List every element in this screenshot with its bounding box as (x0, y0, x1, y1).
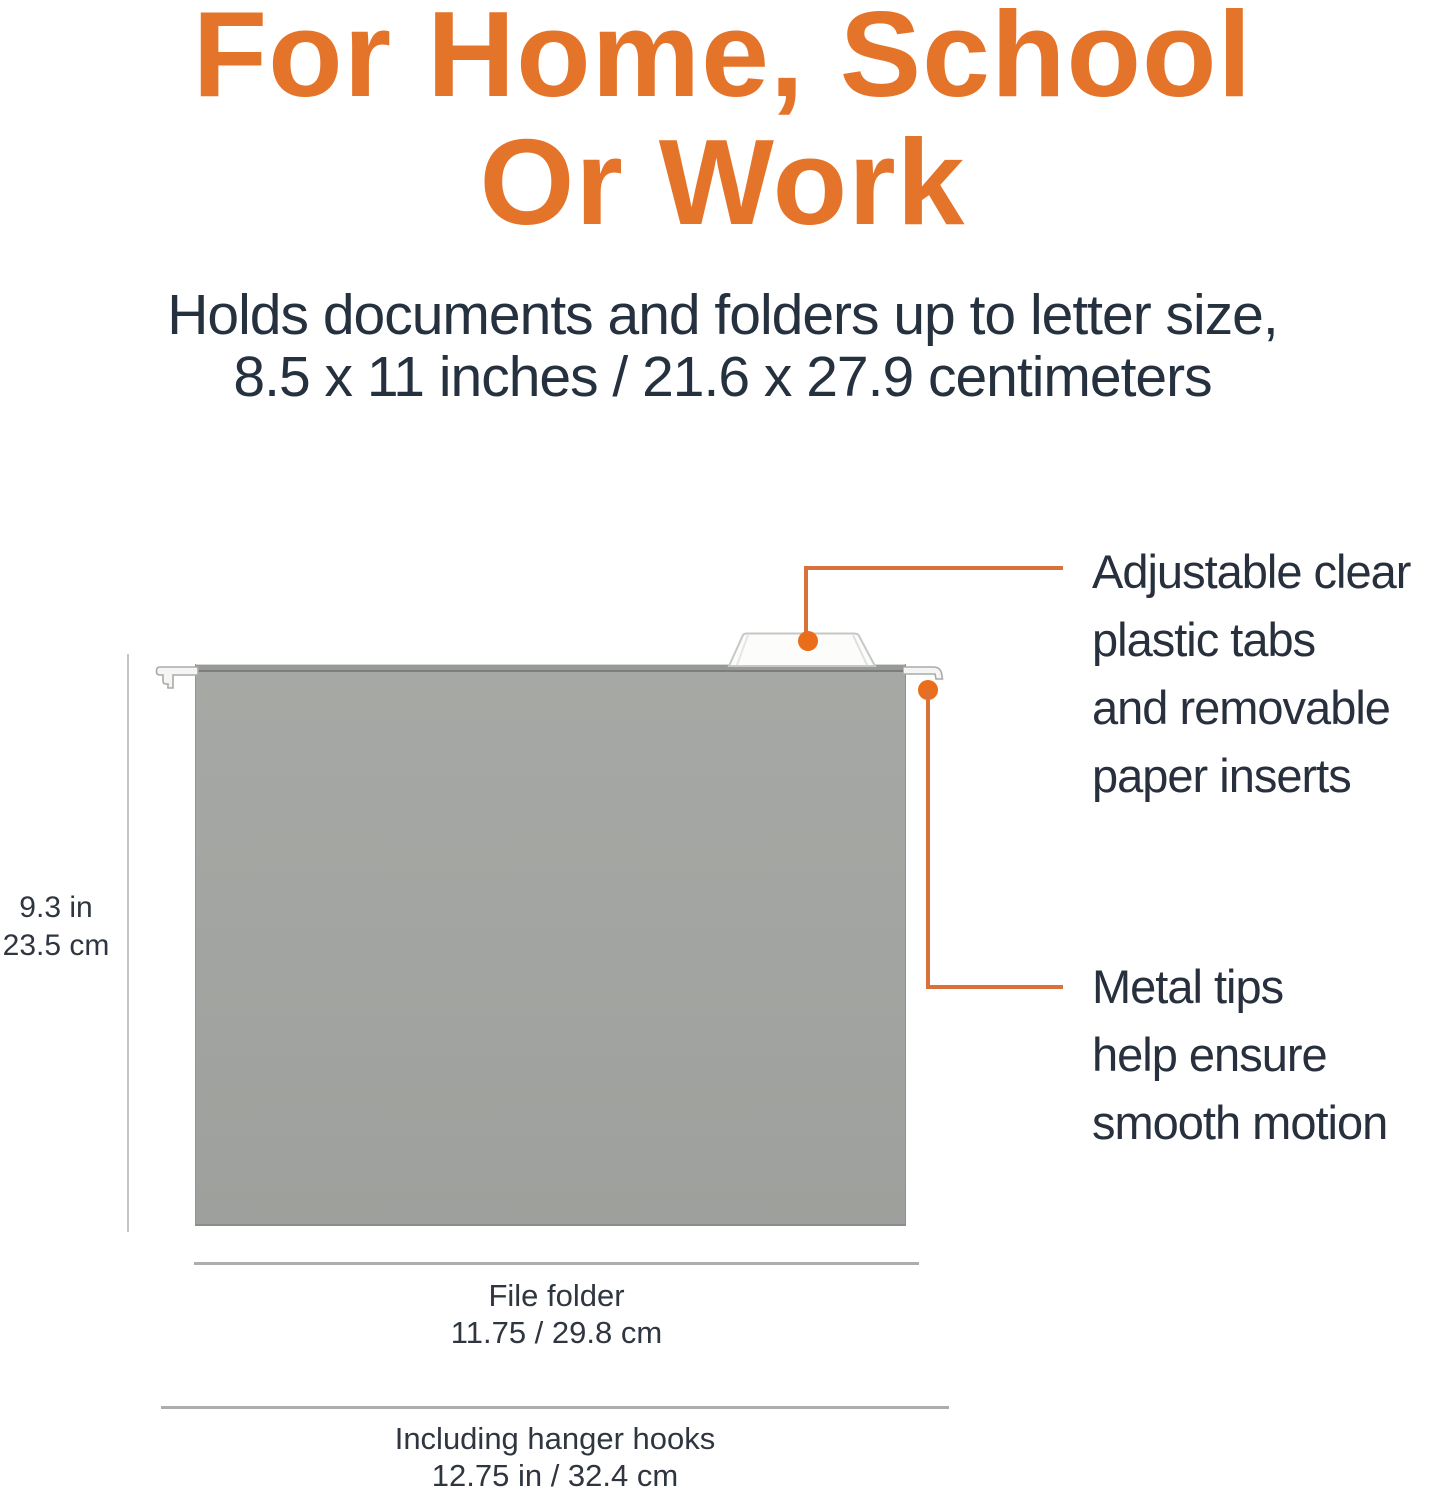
dimension-label-folder-width (194, 1277, 919, 1351)
callout-line-metal-horizontal (926, 985, 1063, 989)
callout-text-plastic-tab (1092, 538, 1410, 810)
callout-line-tab-vertical (804, 566, 808, 638)
total-width-title: Including hanger hooks (394, 1421, 716, 1456)
dimension-line-total-width (161, 1406, 949, 1409)
callout-tab-line-2: plastic tabs (1092, 613, 1316, 666)
callout-line-tab-horizontal (804, 566, 1063, 570)
subtitle (0, 284, 1445, 408)
hanger-hook-left (153, 664, 199, 692)
headline-line-2: Or Work (479, 114, 966, 250)
dimension-line-folder-width (194, 1262, 919, 1265)
headline-line-1: For Home, School (192, 0, 1253, 122)
callout-tab-line-3: and removable (1092, 681, 1390, 734)
callout-line-metal-vertical (926, 690, 930, 989)
callout-tab-line-1: Adjustable clear (1092, 545, 1411, 598)
callout-dot-tab (798, 631, 818, 651)
dimension-line-height (127, 654, 129, 1232)
subtitle-line-1: Holds documents and folders up to letter size, (167, 283, 1278, 347)
callout-text-metal-tip (1092, 953, 1387, 1157)
folder-width-value: 11.75 / 29.8 cm (450, 1315, 663, 1350)
height-centimeters: 23.5 cm (2, 929, 110, 962)
total-width-value: 12.75 in / 32.4 cm (431, 1458, 679, 1490)
callout-metal-line-1: Metal tips (1092, 960, 1284, 1013)
callout-tab-line-4: paper inserts (1092, 749, 1351, 802)
hanging-file-folder (195, 664, 906, 1226)
subtitle-line-2: 8.5 x 11 inches / 21.6 x 27.9 centimeters (233, 345, 1212, 409)
dimension-label-total-width (161, 1420, 949, 1490)
height-inches: 9.3 in (19, 891, 93, 924)
dimension-label-height (0, 889, 112, 965)
folder-width-title: File folder (488, 1278, 625, 1313)
callout-metal-line-2: help ensure (1092, 1028, 1327, 1081)
headline (0, 0, 1445, 250)
callout-metal-line-3: smooth motion (1092, 1096, 1388, 1149)
